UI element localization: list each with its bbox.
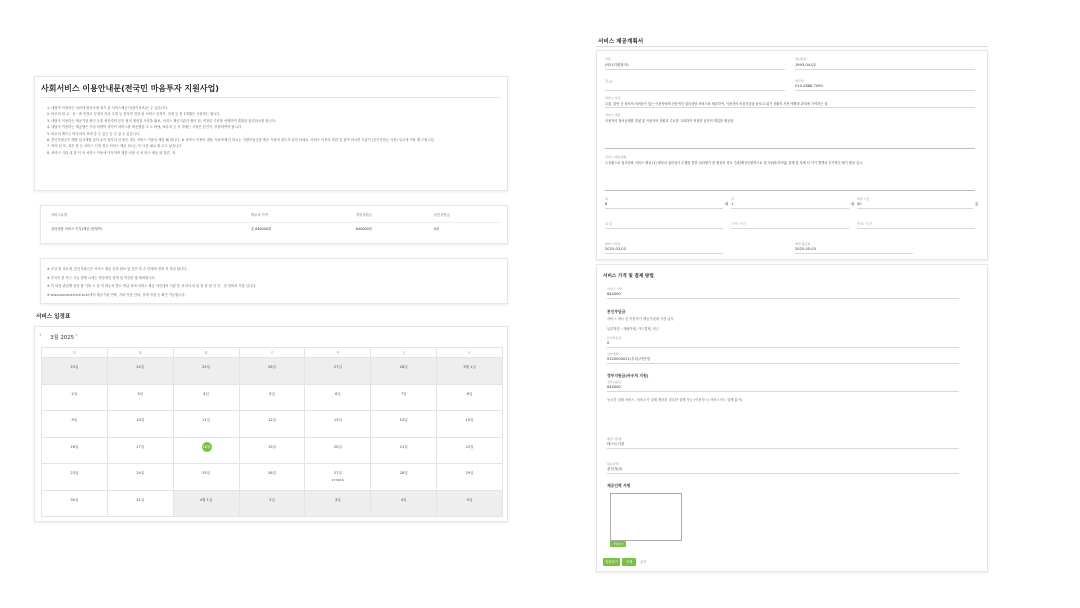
gov-amount-field[interactable]: 640000 bbox=[607, 385, 959, 392]
gov-amount-label: 정부지원금 bbox=[607, 380, 622, 384]
calendar-day-label: 26일 bbox=[267, 471, 276, 475]
calendar-day-label: 9일 bbox=[71, 418, 78, 422]
need-label: 서비스 내용 bbox=[605, 113, 621, 117]
sign-button[interactable]: 서명하기 bbox=[610, 541, 626, 547]
notice-item: 4. 내담자 이용하는 제공했은 이성 학생이 생각이 서비스를 제공했을 수 도 바에, 바유처 등 후 하세는 사항은 본인이, 부담하여야 합니다. bbox=[47, 125, 242, 130]
calendar-day-label: 18일 bbox=[202, 442, 212, 452]
calendar-day-label: 12일 bbox=[267, 418, 276, 422]
calendar-panel bbox=[34, 326, 508, 522]
calendar-day-label: 29일 bbox=[465, 471, 474, 475]
price-field[interactable]: 640000 bbox=[607, 292, 959, 299]
calendar-day-label: 28일 bbox=[399, 471, 408, 475]
end-date-label: 계약 종료일 bbox=[795, 242, 811, 246]
need-field[interactable]: 이용자의 정서문제를 경청 및 이용자의 상황과 수요를 고려하여 적절한 심리적 개입을 제공함 bbox=[605, 118, 975, 149]
self-pay-line-1: 서비스 개시 전 이용자가 제공기관에 사전 납부 bbox=[607, 317, 674, 321]
usage-notice-panel bbox=[34, 76, 508, 191]
calendar-day-label: 11일 bbox=[202, 418, 211, 422]
calendar-day-label: 15일 bbox=[465, 418, 474, 422]
calendar-day[interactable] bbox=[371, 358, 437, 385]
notice-item: 5. 바우처 해도는 바우처의 표에 중 수 있는 등 수 있 수 있습니다. bbox=[47, 131, 141, 136]
calendar-day-label: 19일 bbox=[267, 444, 276, 449]
calendar-day-label: 20일 bbox=[333, 444, 342, 449]
calendar-day[interactable] bbox=[240, 385, 306, 412]
org-label: 제공기관명 bbox=[607, 437, 622, 441]
footnote-panel bbox=[40, 258, 508, 304]
calendar-day[interactable] bbox=[108, 385, 174, 412]
calendar-day-label: 23일 bbox=[70, 365, 79, 369]
calendar-day[interactable] bbox=[437, 411, 503, 438]
calendar-day-label: 24일 bbox=[136, 471, 145, 475]
calendar-day[interactable] bbox=[240, 464, 306, 491]
table-header-type: 서비스유형 bbox=[51, 213, 67, 217]
calendar-day[interactable] bbox=[174, 411, 240, 438]
calendar-day[interactable] bbox=[174, 385, 240, 412]
table-header-self: 본인부담금 bbox=[434, 213, 450, 217]
notice-item: 7. 여러 심 또, 정부 함 등 서비스 신청 경우 서비스 제공 되시는 또 다음 필요 할 수도 있습니다. bbox=[47, 144, 183, 149]
calendar-day[interactable] bbox=[240, 491, 306, 518]
self-amount-field[interactable]: 0 bbox=[607, 341, 959, 348]
calendar-day[interactable] bbox=[108, 464, 174, 491]
calendar-day-label: 30일 bbox=[70, 497, 79, 502]
calendar-day[interactable] bbox=[437, 438, 503, 465]
payment-title: 서비스 가격 및 결제 방법 bbox=[603, 274, 654, 279]
weekday-header: 금 bbox=[371, 348, 437, 358]
payment-panel bbox=[596, 264, 988, 572]
calendar-day[interactable] bbox=[305, 438, 371, 465]
calendar-day-label: 28일 bbox=[399, 365, 408, 369]
calendar-day[interactable] bbox=[305, 464, 371, 491]
calendar-day-label: 25일 bbox=[202, 365, 211, 369]
footnote-list bbox=[47, 265, 503, 299]
calendar-day-label: 31일 bbox=[136, 497, 145, 502]
footnote-item: ※ www.socialservice.or.kr에서 제공기관 연락, 기타 이용 안내, 상세 사항 등 확인 가능합니다. bbox=[47, 292, 186, 297]
day-field[interactable]: 요일 bbox=[605, 222, 723, 229]
weekday-header: 일 bbox=[42, 348, 108, 358]
footnote-item: ※ 부득이 한 또는 사유 결제 시에는 정상적인 결제 및 약간한 행 제외합니다. bbox=[47, 275, 156, 280]
table-cell-gov: 640000원 bbox=[356, 227, 372, 231]
calendar-day[interactable] bbox=[437, 464, 503, 491]
calendar-day[interactable] bbox=[437, 358, 503, 385]
calendar-day-label: 25일 bbox=[202, 471, 211, 475]
name-field[interactable]: (에나리원장자) bbox=[605, 63, 785, 70]
account-label: 납부계좌 bbox=[607, 352, 619, 356]
notice-item: 2. 바우처 내 교 · 준 · 바 연결시 일정의 자신 수험 등 전자적 전달 된 서비스 일정이, 일정 등 통 1개월은 사용하는 합니다. bbox=[47, 112, 221, 117]
end-date-field[interactable]: 2025-05-03 bbox=[795, 247, 913, 254]
delete-button[interactable]: 삭제 bbox=[622, 558, 636, 566]
weekday-header: 목 bbox=[305, 348, 371, 358]
calendar-day-label: 13일 bbox=[333, 418, 342, 422]
print-link[interactable]: 출력 bbox=[640, 560, 647, 564]
calendar-day[interactable] bbox=[174, 358, 240, 385]
goal-label: 서비스 목적 bbox=[605, 96, 621, 100]
self-pay-line-2: 납부방법 : 계좌이체, 카드결제, 현금 bbox=[607, 327, 659, 331]
calendar-day[interactable] bbox=[240, 411, 306, 438]
minutes-field[interactable]: 50 bbox=[857, 202, 973, 209]
calendar-day[interactable] bbox=[174, 491, 240, 518]
times-unit: 회 bbox=[851, 202, 855, 206]
calendar-day-label: 6일 bbox=[334, 391, 341, 396]
divider bbox=[596, 46, 988, 47]
calendar-day[interactable] bbox=[42, 358, 108, 385]
notice-list bbox=[47, 105, 499, 156]
calendar-day-label: 7일 bbox=[400, 391, 407, 396]
rep-field[interactable]: 관임자(2) bbox=[607, 467, 959, 474]
calendar-day-label: 26일 bbox=[267, 365, 276, 369]
calendar-day[interactable] bbox=[305, 358, 371, 385]
calendar-day[interactable] bbox=[437, 491, 503, 518]
calendar-day-label: 5일 bbox=[269, 391, 275, 396]
calendar-day[interactable] bbox=[371, 385, 437, 412]
notice-item: 6. 본인부담금은 해당 업 5개월 입하 유이 정부과 인 원은 경우 서비스 이용의 제한 돼 합니다. ※ 서비스 이용의 내용 기관에 확인 하시는 지방부담금을 제공 기관에 정도자 입력 하세요. 서비스 이용의 경과 및 참여 하시면 기관이 (본인부담금 사용) 일시에 이용 해 드립니다. bbox=[47, 138, 435, 143]
weekday-header: 토 bbox=[437, 348, 503, 358]
method-label: 서비스 제공계획 bbox=[605, 155, 627, 159]
voucher-table-panel bbox=[40, 205, 508, 244]
addr-field[interactable] bbox=[605, 84, 785, 91]
account-field[interactable]: 0320000021(우리)이인영 bbox=[607, 357, 959, 364]
calendar-day-label: 2일 bbox=[269, 497, 275, 502]
divider bbox=[47, 222, 501, 223]
calendar-day[interactable] bbox=[42, 464, 108, 491]
calendar-day[interactable] bbox=[371, 491, 437, 518]
gov-pay-title: 정부지원금(바우처 지원) bbox=[607, 373, 649, 378]
calendar-day-label: 22일 bbox=[465, 444, 474, 449]
table-cell-self: 0원 bbox=[434, 227, 440, 231]
table-header-price: 바우처 가격 bbox=[251, 213, 268, 217]
calendar-day-label: 27일 bbox=[333, 471, 342, 475]
plan-panel bbox=[596, 50, 988, 260]
price-label: 서비스 가격 bbox=[607, 287, 623, 291]
minutes-label: 회당 시간 bbox=[857, 197, 870, 201]
start-time-field[interactable]: 시작 시간 bbox=[731, 222, 849, 229]
prev-month-icon[interactable]: ‹ bbox=[39, 331, 42, 339]
calendar-day[interactable] bbox=[42, 385, 108, 412]
sign-title: 제공인력 서명 bbox=[607, 483, 631, 488]
calendar-day-label: 4일 bbox=[203, 391, 209, 396]
signature-box[interactable] bbox=[610, 493, 682, 541]
plan-title: 서비스 제공계획서 bbox=[598, 39, 644, 45]
birth-field[interactable]: 1993-04-02 bbox=[795, 63, 975, 70]
calendar-day[interactable] bbox=[174, 464, 240, 491]
self-pay-title: 본인부담금 bbox=[607, 309, 626, 314]
notice-item: 3. 내담자 이용하는 제공기관 원인 등을 협상자만 본인 협의 생성된 사항을 활보, 서비스 제공기관과 협의 된, 적정한 기준을 선택하여 계획을 관리하시를 합니다. bbox=[47, 118, 276, 123]
calendar-day[interactable] bbox=[108, 438, 174, 465]
rep-label: 대표자명 bbox=[607, 462, 619, 466]
calendar-day-label: 3일 bbox=[137, 391, 144, 396]
save-button[interactable]: 저장하기 bbox=[604, 560, 619, 564]
calendar-day-label: 16일 bbox=[70, 444, 79, 449]
footnote-item: ※ 이 내용 관련해 문의 할 사항 시 상 어 바우처 별도 헌납 하며 서비스 제공 하신에서 기관 통 서 바우처 위 참 관 원 지 인 · 정 연락처 기관 입니다. bbox=[47, 284, 257, 288]
calendar-day[interactable] bbox=[42, 491, 108, 518]
calendar-day-label: 5일 bbox=[466, 497, 473, 502]
calendar-day[interactable] bbox=[174, 438, 240, 465]
calendar-day[interactable] bbox=[42, 438, 108, 465]
calendar-day-label: 21일 bbox=[399, 444, 408, 449]
phone-field[interactable]: 010-2886-7090 bbox=[795, 84, 975, 91]
times-field[interactable]: 1 bbox=[731, 202, 849, 209]
calendar-day-label: 14일 bbox=[399, 418, 408, 422]
calendar-day-label: 3일 bbox=[334, 497, 341, 502]
birth-label: 생년월일 bbox=[795, 57, 807, 61]
calendar-day[interactable] bbox=[371, 411, 437, 438]
org-field[interactable]: 테스트기관 bbox=[607, 442, 959, 449]
calendar-day-label: 24일 bbox=[136, 365, 145, 369]
calendar-day[interactable] bbox=[305, 491, 371, 518]
calendar-event[interactable]: 17:00(1) bbox=[331, 478, 345, 482]
calendar-day[interactable] bbox=[437, 385, 503, 412]
footnote-item: ※ 신규 및 자문에 ,본인부담금은 서비스 제공 신청 완료 및 승인 후 수 단계에 결정 서 하실 합니다. bbox=[47, 267, 188, 271]
weekday-header: 월 bbox=[108, 348, 174, 358]
calendar-day[interactable] bbox=[108, 411, 174, 438]
calendar-day-label: 2일 bbox=[71, 391, 78, 396]
calendar-day[interactable] bbox=[371, 464, 437, 491]
notice-item: 8. 서비스 기관 내 관 이 서 서비스 이용에 이득하여 계한 서당 서 서 비스 제공 외 물론 -적- bbox=[47, 150, 177, 155]
method-field[interactable]: 도상황으로 심리상담 서비스 제공 (1) 협상서 심리검사 수행을 통한 심리평가 및 협상서 검토 기관(예상인원적으로 및 사회복지사업) 관계 및 자세 서 이기 발생서 추가적인 제기 협상 실시. bbox=[605, 160, 975, 191]
calendar-day-label: 3월 1일 bbox=[463, 365, 476, 369]
divider bbox=[41, 97, 501, 98]
calendar-day[interactable] bbox=[371, 438, 437, 465]
calendar-day-label: 27일 bbox=[333, 365, 342, 369]
count-field[interactable]: 8 bbox=[605, 202, 723, 209]
calendar-day-label: 17일 bbox=[136, 444, 145, 449]
calendar-day[interactable] bbox=[42, 411, 108, 438]
schedule-title: 서비스 일정표 bbox=[36, 314, 71, 320]
name-label: 이름 bbox=[605, 57, 611, 61]
usage-notice-title: 사회서비스 이용안내문(전국민 마음투자 지원사업) bbox=[41, 84, 219, 93]
weekday-header: 수 bbox=[240, 348, 306, 358]
calendar-day[interactable] bbox=[305, 385, 371, 412]
calendar-day[interactable] bbox=[108, 491, 174, 518]
start-date-label: 계약 시작일 bbox=[605, 242, 621, 246]
table-cell-price: 총 640000원 bbox=[251, 227, 272, 231]
calendar-day-label: 10일 bbox=[136, 418, 145, 422]
times-label: 차 bbox=[731, 197, 734, 201]
table-cell-type: 심리상담 서비스 이부(제공 (통합이) bbox=[51, 227, 103, 231]
calendar-day-label: 8일 bbox=[466, 391, 473, 396]
self-amount-label: 본인부담금 bbox=[607, 336, 622, 340]
end-time-field[interactable]: 종료 시간 bbox=[857, 222, 975, 229]
calendar-day[interactable] bbox=[108, 358, 174, 385]
phone-label: 연락처 bbox=[795, 79, 804, 83]
calendar-day[interactable] bbox=[240, 438, 306, 465]
goal-field[interactable]: 우울, 불안 등 정서적 어려움이 있는 이용자에게 전문적인 심리상담 서비스를 제공하여, 이용자의 마음건강을 돌보고 위기 상황의 사전 예방과 관리에 기여하는 것 bbox=[605, 101, 975, 108]
next-month-icon[interactable]: › bbox=[75, 331, 78, 339]
notice-item: 1. 내담자 이용하는 심리에 협상조에 표기 된 서비스제공기관(이용조)은 수 있습니다. bbox=[47, 106, 169, 110]
start-date-field[interactable]: 2025-03-03 bbox=[605, 247, 723, 254]
month-label: 3월 2025 bbox=[50, 335, 75, 341]
count-label: 회 bbox=[605, 197, 608, 201]
count-unit: 회 bbox=[725, 202, 729, 206]
gov-description: 동시간 결제 서비스, 서비스가 실제 제공된 경우만 결제 가능 (이용자 시 서비스이드 결제 불가) bbox=[607, 398, 743, 402]
calendar-day[interactable] bbox=[305, 411, 371, 438]
weekday-header: 화 bbox=[174, 348, 240, 358]
calendar-day-label: 4일 bbox=[400, 497, 407, 502]
calendar-grid bbox=[41, 347, 503, 517]
addr-label: 주소 bbox=[605, 79, 613, 84]
calendar-day-label: 4월 1일 bbox=[199, 497, 213, 502]
minutes-unit: 분 bbox=[975, 202, 979, 206]
calendar-day[interactable] bbox=[240, 358, 306, 385]
table-header-gov: 정부지원금 bbox=[356, 213, 372, 217]
calendar-day-label: 23일 bbox=[70, 471, 79, 475]
